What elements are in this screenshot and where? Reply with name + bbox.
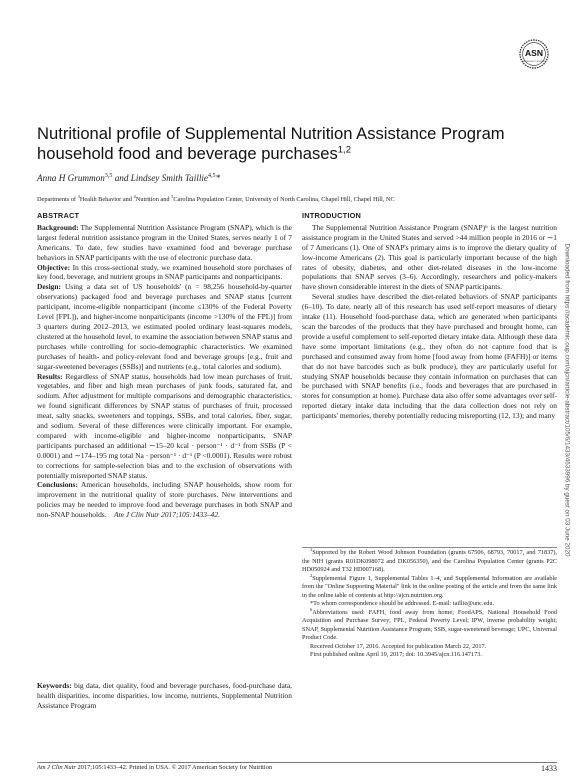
footnote-abbreviations [302, 606, 557, 643]
conclusions-label: Conclusions: [37, 480, 78, 490]
author-line [37, 173, 507, 183]
background-label: Background: [37, 222, 79, 232]
footnote-text-2: Supplemental Figure 1, Supplemental Tables 1–4, and Supplemental Information are available from the "Online Supporting Material" link in the online posting of the article and from the same link in the online table of contents at http://ajcn.nutrition.org. [302, 574, 557, 599]
asn-logo-text: ASN [525, 48, 543, 58]
footnote-text-1: Supported by the Robert Wood Johnson Foundation (grants 67506, 68793, 70017, and 71837), the NIH (grants R01DK098072 and DK056350), and the Carolina Population Center (grants P2C HD050924 and T32 HD007168). [302, 549, 557, 573]
background-text: The Supplemental Nutrition Assistance Program (SNAP), which is the largest federal nutrition assistance program in the United States, serves nearly 1 of 7 Americans. To date, few studies have examined food and beverage purchase behaviors in SNAP participants with the use of electronic purchase data. [37, 222, 292, 262]
abstract-citation: Am J Clin Nutr 2017;105:1433–42. [114, 510, 220, 520]
journal-footer [37, 764, 272, 771]
footer-divider [37, 762, 557, 763]
footnote-supplemental [302, 572, 557, 601]
affil-text-4: Nutrition and [135, 196, 172, 203]
objective-text: In this cross-sectional study, we examined household store purchases of key food, beverage, and nutrient groups in SNAP participants and nonparticipants. [37, 262, 292, 282]
author-grummon-affil: 3,5 [104, 172, 113, 179]
author-grummon: Anna H Grummon [37, 173, 105, 183]
affil-prefix: Departments of [37, 196, 78, 203]
abstract-objective [37, 263, 292, 283]
author-joiner: and [112, 173, 131, 183]
abstract-conclusions [37, 480, 292, 520]
footnotes [302, 546, 557, 660]
footnote-published: First published online April 19, 2017; doi: 10.3945/ajcn.116.147173. [310, 651, 482, 658]
footnote-text-6: Abbreviations used: FAFH, food away from home; FoodAPS, National Household Food Acquisition and Purchase Survey; FPL, Federal Poverty Level; IPW, inverse probability weight; SNAP, Supplemental Nutrition Assistance Program; SSB, sugar-sweetened beverage; UPC, Universal Product Code. [302, 608, 557, 641]
design-text: Using a data set of US households' (n = 98,256 household-by-quarter observations) packaged food and beverage purchases and SNAP status [current participant, income-eligible nonparticipant (income ≤130% of the Federal Poverty Level [FPL]), and higher-income nonparticipants (income >130% of the FPL)] from 3 quarters during 2012–2013, we estimated pooled ordinary least-squares models, clustered at the household level, to examine the association between SNAP status and purchases while controlling for socio-demographic characteristics. We examined purchases of health- and policy-relevant food and beverage groups [e.g., fruit and sugar-sweetened beverages (SSBs)] and nutrients (e.g., total calories and sodium). [37, 282, 292, 371]
conclusions-text: American households, including SNAP households, show room for improvement in the nutritional quality of store purchases. New interventions and policies may be needed to improve food and beverage purchases in both SNAP and non-SNAP households. [37, 480, 292, 520]
journal-footer-text: 2017;105:1433–42. Printed in USA. © 2017 American Society for Nutrition [75, 764, 273, 771]
keywords-label: Keywords: [37, 681, 72, 690]
author-taillie-affil: 4,5 [208, 172, 216, 179]
footnote-correspondence: *To whom correspondence should be addressed. E-mail: taillie@unc.edu. [310, 600, 495, 607]
abstract-results [37, 372, 292, 481]
affil-text-3: Health Behavior and [79, 196, 134, 203]
results-label: Results: [37, 371, 63, 381]
affil-mark-3: 3 [77, 193, 80, 199]
keywords [37, 681, 292, 711]
abstract-heading: ABSTRACT [37, 211, 80, 220]
asn-logo-subtext: AMERICAN SOCIETY FOR NUTRITION [522, 62, 546, 63]
keywords-text: big data, diet quality, food and beverage purchases, food-purchase data, health disparities, income disparities, low income, nutrients, Supplemental Nutrition Assistance Program [37, 681, 292, 710]
article-title: Nutritional profile of Supplemental Nutrition Assistance Program household food and beverage purchases$^{1,2}$ [37, 124, 505, 163]
footnote-received: Received October 17, 2016. Accepted for publication March 22, 2017. [310, 642, 487, 650]
affil-mark-5: 5 [171, 193, 174, 199]
design-label: Design: [37, 282, 61, 292]
affiliations [37, 193, 507, 203]
results-text: Regardless of SNAP status, households had low mean purchases of fruit, vegetables, and fiber and high mean purchases of junk foods, saturated fat, and sodium. After adjustment for multiple comparisons and demographic characteristics, we found significant differences by SNAP status of purchases of fruit, processed meat, salty snacks, sweeteners and toppings, SSBs, and total calories, fiber, sugar, and sodium. Several of these differences were clinically important. For example, compared with income-eligible and higher-income nonparticipants, SNAP participants purchased an additional ∼15–20 kcal · person⁻¹ · d⁻¹ from SSBs (P < 0.0001) and ∼174–195 mg total Na · person⁻¹ · d⁻¹ (P <0.0001). Results were robust to corrections for sample-selection bias and to the exclusion of observations with potentially misreported SNAP status. [37, 371, 292, 480]
footnote-mark-6: 6 [310, 606, 313, 612]
author-taillie: Lindsey Smith Taillie [130, 173, 209, 183]
corresponding-author-mark: * [215, 173, 221, 183]
download-watermark-text: Downloaded from https://academic.oup.com/ajcn/article-abstract/105/6/1433/4633996 by guest on 03 June 2020 [563, 243, 571, 557]
footnote-divider [302, 547, 557, 548]
asn-logo-icon [519, 39, 549, 69]
page-number: 1433 [541, 764, 557, 773]
intro-paragraph-2: Several studies have described the diet-related behaviors of SNAP participants (6–10). To date, nearly all of this research has used self-report measures of dietary intake (11). Household food-purchase data, which are generated when participants scan the barcodes of the products that they have purchased and brought home, can provide a useful complement to self-reported dietary intake data. Although these data have some important limitations (e.g., they often do not capture food that is purchased and consumed away from home [food away from home (FAFH)] or items that do not have barcodes such as bulk produce), they are particularly useful for studying SNAP households because they contain information on purchases that can be purchased with SNAP benefits (i.e., foods and beverages that are purchased in stores for consumption at home). Purchase data also offer some advantages over self-reported dietary intake data including that the data collection does not rely on participants' memories, thereby potentially reducing misreporting (12, 13); and many [302, 292, 557, 421]
title-footnote-mark: 1,2 [337, 144, 351, 156]
introduction-section [302, 211, 557, 421]
affil-text-5: Carolina Population Center, University of North Carolina, Chapel Hill, Chapel Hill, NC [173, 196, 395, 203]
objective-label: Objective: [37, 262, 71, 272]
footnote-mark-1: 1 [310, 546, 313, 552]
abstract-section [37, 211, 292, 520]
footnote-mark-2: 2 [310, 572, 313, 578]
article-header [37, 124, 507, 203]
affil-mark-4: 4 [133, 193, 136, 199]
intro-paragraph-1: The Supplemental Nutrition Assistance Program (SNAP)⁶ is the largest nutrition assistance program in the United States and served >44 million people in 2016 or ∼1 of 7 Americans (1). One of SNAP's primary aims is to improve the dietary quality of low-income Americans (2). This goal is particularly important because of the high rates of obesity, diabetes, and other diet-related diseases in the low-income populations that SNAP serves (3–6). Accordingly, researchers and policy-makers have shown considerable interest in the diets of SNAP participants. [302, 222, 557, 292]
introduction-heading: INTRODUCTION [302, 211, 362, 220]
abstract-background [37, 223, 292, 263]
footnote-funding [302, 546, 557, 578]
abstract-design [37, 282, 292, 371]
journal-name: Am J Clin Nutr [37, 764, 76, 771]
download-watermark [560, 205, 574, 595]
